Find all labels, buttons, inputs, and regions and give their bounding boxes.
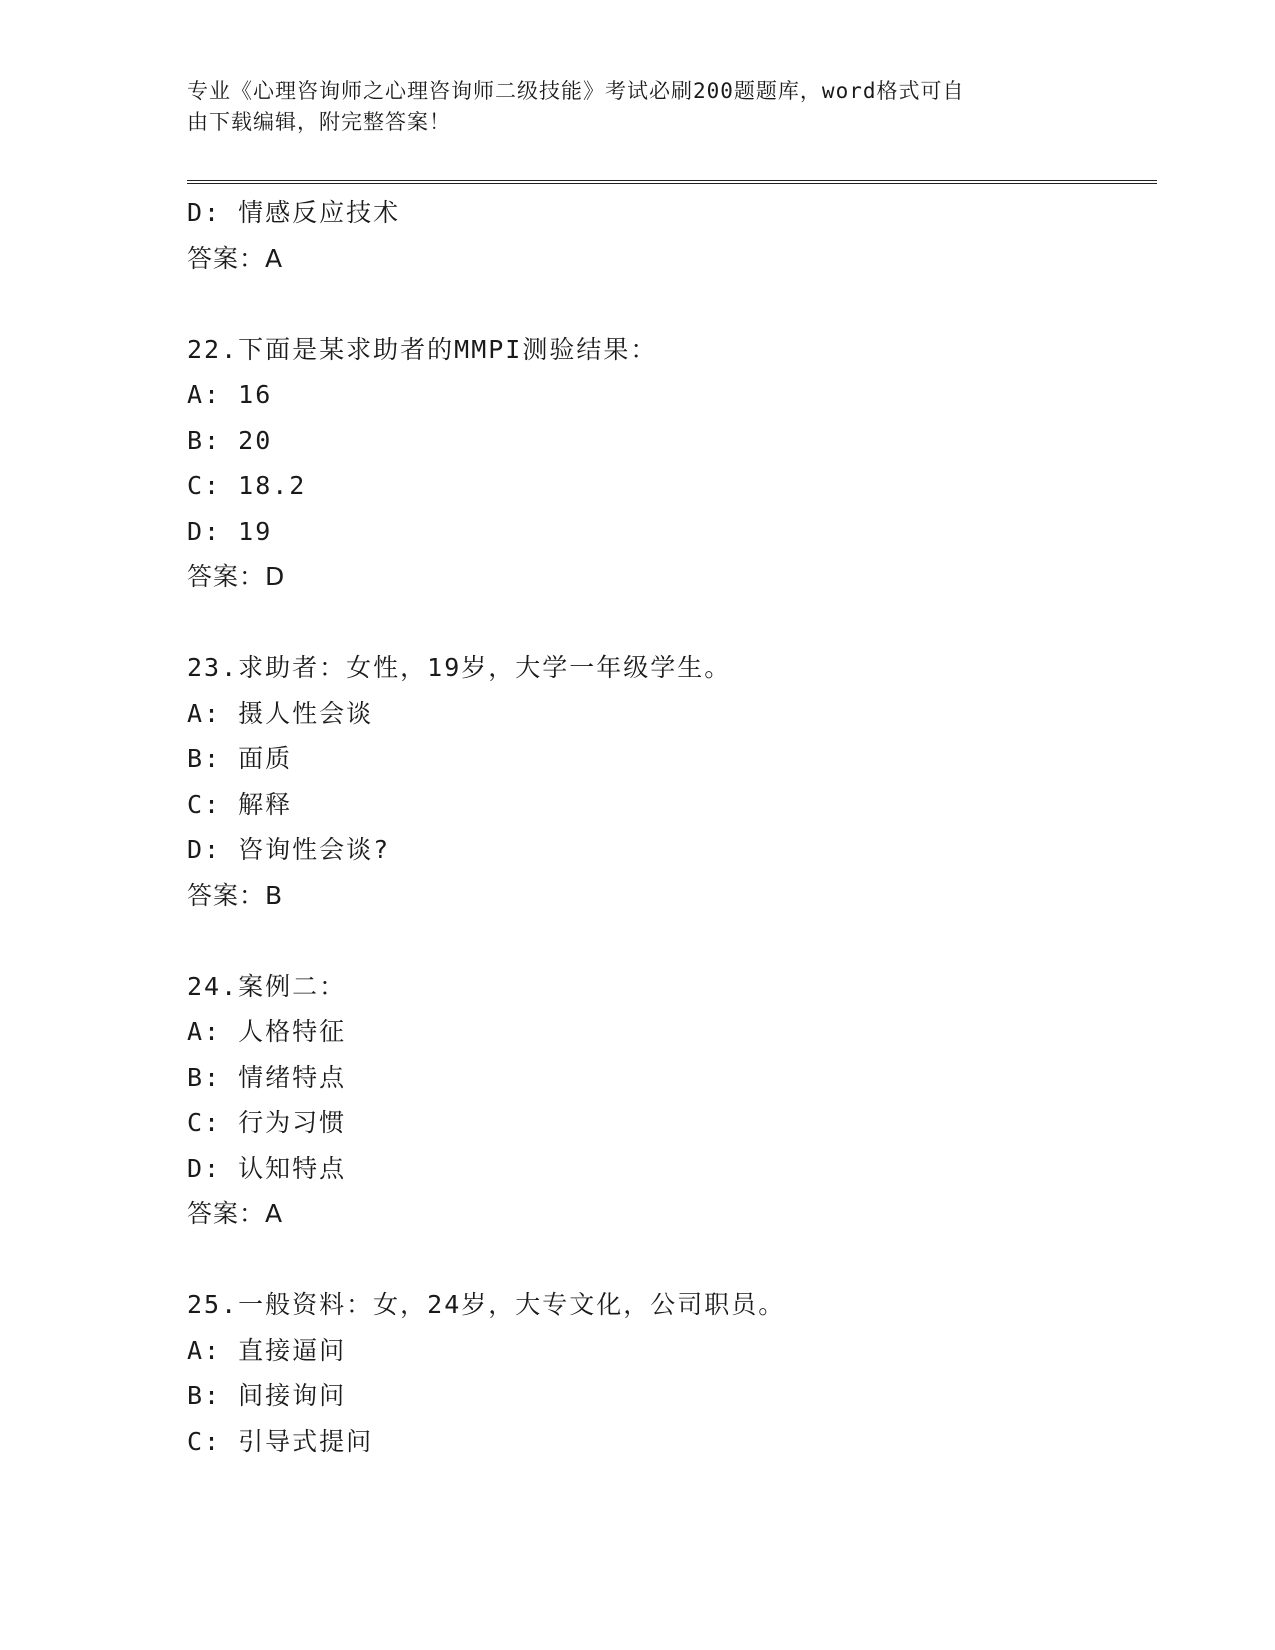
option-d: D: 咨询性会谈? [187, 835, 391, 864]
answer-line: 答案：A [187, 1199, 284, 1228]
option-b: B: 情绪特点 [187, 1062, 347, 1092]
question-content [187, 190, 1157, 1464]
spacer [187, 1237, 1157, 1283]
option-c: C: 引导式提问 [187, 1426, 374, 1456]
spacer [187, 281, 1157, 327]
option-d: D: 认知特点 [187, 1153, 347, 1183]
spacer [187, 600, 1157, 646]
header-line-1: 专业《心理咨询师之心理咨询师二级技能》考试必刷200题题库，word格式可自 [187, 79, 965, 103]
spacer [187, 918, 1157, 964]
option-a: A: 16 [187, 380, 273, 409]
option-b: B: 20 [187, 425, 273, 455]
option-b: B: 面质 [187, 744, 293, 773]
question-24: 24.案例二： [187, 971, 347, 1001]
option-a: A: 摄人性会谈 [187, 698, 374, 728]
option-a: A: 人格特征 [187, 1017, 347, 1046]
header-line-2: 由下载编辑，附完整答案！ [187, 110, 451, 134]
document-header [187, 76, 1087, 138]
option-c: C: 18.2 [187, 471, 307, 500]
answer-line: 答案：D [187, 562, 286, 591]
answer-line: 答案：A [187, 243, 284, 273]
option-d: D: 情感反应技术 [187, 198, 401, 227]
option-a: A: 直接逼问 [187, 1335, 347, 1365]
header-divider [187, 180, 1157, 184]
question-23: 23.求助者：女性，19岁，大学一年级学生。 [187, 653, 732, 682]
question-25: 25.一般资料：女，24岁，大专文化，公司职员。 [187, 1290, 786, 1319]
option-c: C: 行为习惯 [187, 1108, 347, 1137]
option-c: C: 解释 [187, 789, 293, 819]
option-b: B: 间接询问 [187, 1381, 347, 1410]
option-d: D: 19 [187, 516, 273, 546]
question-22: 22.下面是某求助者的MMPI测验结果： [187, 334, 658, 364]
answer-line: 答案：B [187, 880, 284, 910]
